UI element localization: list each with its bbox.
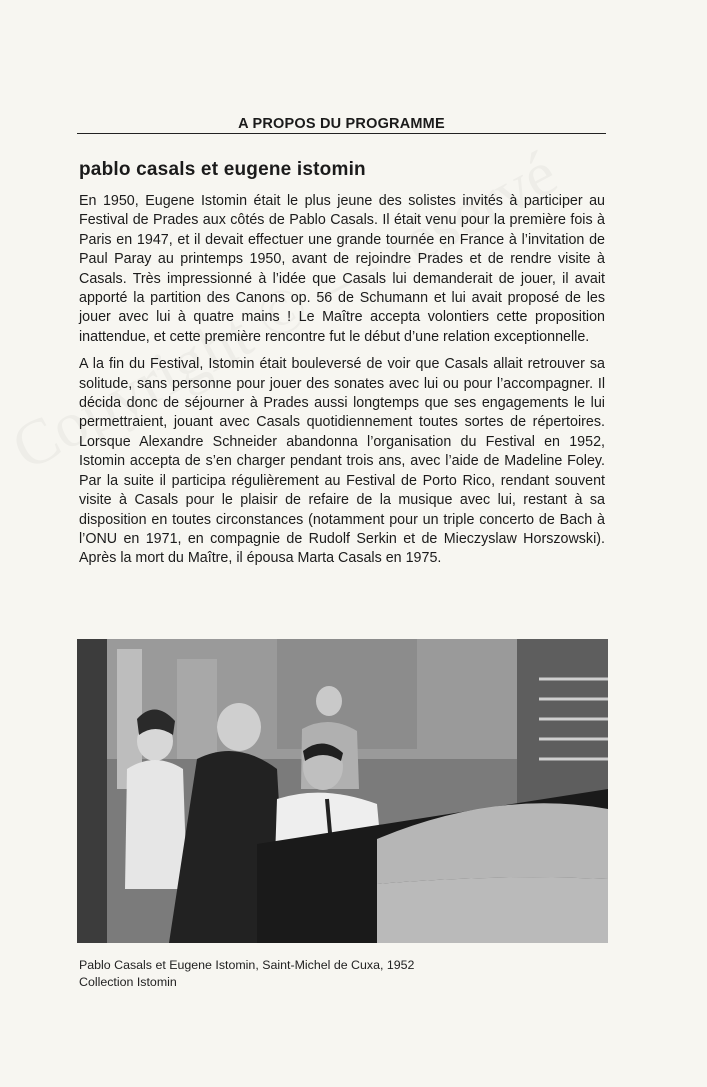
photo-illustration xyxy=(77,639,608,943)
photo-caption xyxy=(79,957,608,991)
paragraph-2: A la fin du Festival, Istomin était bouleversé de voir que Casals allait retrouver sa solitude, sans personne pour jouer des sonates avec lui ou pour l’accompagner. Il décida donc de séjourner à Prades aussi longtemps que ses engagements le lui permettraient, jouant avec Casals quotidiennement toutes sortes de répertoires. Lorsque Alexandre Schneider abandonna l’organisation du Festival en 1952, Istomin accepta de s’en charger pendant trois ans, avec l’aide de Madeline Foley. Par la suite il participa régulièrement au Festival de Porto Rico, rendant souvent visite à Casals pour le plaisir de refaire de la musique avec lui, restant à sa disposition en toutes circonstances (notamment pour un triple concerto de Bach à l’ONU en 1971, en compagnie de Rudolf Serkin et de Mieczyslaw Horszowski). Après la mort du Maître, il épousa Marta Casals en 1975. xyxy=(79,356,605,567)
caption-line-1: Pablo Casals et Eugene Istomin, Saint-Michel de Cuxa, 1952 xyxy=(79,958,415,972)
paragraph-1: En 1950, Eugene Istomin était le plus jeune des solistes invités à participer au Festival de Prades aux côtés de Pablo Casals. Il était venu pour la première fois à Paris en 1947, et il devait effectuer une grande tournée en France à l’invitation de Paul Paray au printemps 1950, avant de rejoindre Prades et de rendre visite à Casals. Très impressionné à l’idée que Casals lui demanderait de jouer, il avait apporté la partition des Canons op. 56 de Schumann et lui avait proposé de les jouer avec lui à quatre mains ! Le Maître accepta volontiers cette proposition inattendue, et cette première rencontre fut le début d’une relation exceptionnelle. xyxy=(79,193,605,345)
article-title: pablo casals et eugene istomin xyxy=(79,159,366,180)
header-rule xyxy=(77,133,606,134)
caption-line-2: Collection Istomin xyxy=(79,975,177,989)
archival-photo xyxy=(77,639,608,943)
article-body xyxy=(79,192,605,577)
section-header: A PROPOS DU PROGRAMME xyxy=(238,116,445,132)
